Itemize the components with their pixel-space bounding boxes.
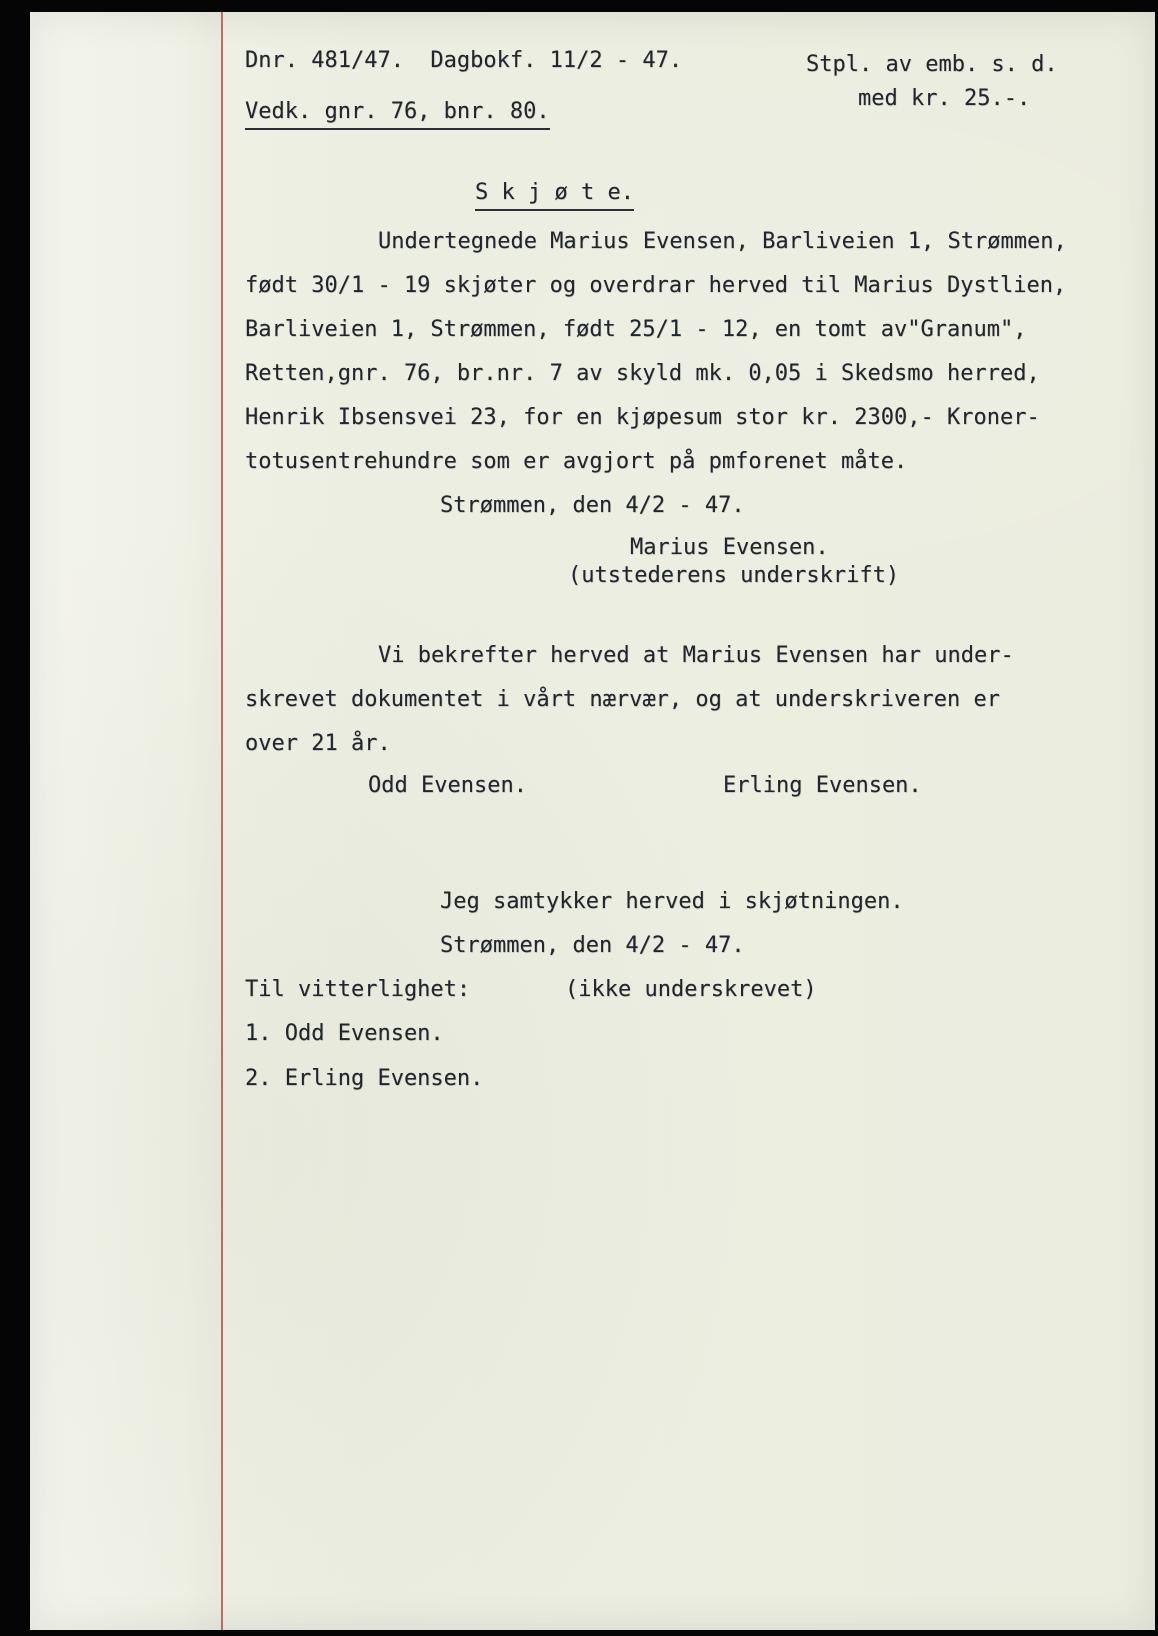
document-line: Jeg samtykker herved i skjøtningen.	[440, 889, 904, 914]
document-line: Retten,gnr. 76, br.nr. 7 av skyld mk. 0,05 i Skedsmo herred,	[245, 361, 1040, 386]
document-line: Undertegnede Marius Evensen, Barliveien 1, Strømmen,	[378, 229, 1067, 254]
document-line: (ikke underskrevet)	[565, 977, 817, 1002]
red-margin-rule	[221, 12, 223, 1630]
document-line: over 21 år.	[245, 731, 391, 756]
document-line: S k j ø t e.	[475, 180, 634, 211]
document-line: Erling Evensen.	[723, 773, 922, 798]
document-line: Odd Evensen.	[368, 773, 527, 798]
document-line: Vedk. gnr. 76, bnr. 80.	[245, 99, 550, 130]
document-line: Til vitterlighet:	[245, 977, 471, 1002]
document-line: Dnr. 481/47. Dagbokf. 11/2 - 47.	[245, 48, 683, 73]
document-line: Strømmen, den 4/2 - 47.	[440, 493, 745, 518]
document-line: 2. Erling Evensen.	[245, 1066, 484, 1091]
document-line: Strømmen, den 4/2 - 47.	[440, 933, 745, 958]
document-line: 1. Odd Evensen.	[245, 1021, 444, 1046]
document-line: med kr. 25.-.	[858, 86, 1031, 111]
document-line: født 30/1 - 19 skjøter og overdrar herved til Marius Dystlien,	[245, 273, 1067, 298]
document-line: Henrik Ibsensvei 23, for en kjøpesum stor kr. 2300,- Kroner-	[245, 405, 1040, 430]
document-line: totusentrehundre som er avgjort på pmforenet måte.	[245, 449, 908, 474]
document-line: Vi bekrefter herved at Marius Evensen har under-	[378, 643, 1014, 668]
document-line: Stpl. av emb. s. d.	[806, 52, 1058, 77]
document-line: Barliveien 1, Strømmen, født 25/1 - 12, en tomt av"Granum",	[245, 317, 1027, 342]
document-line: skrevet dokumentet i vårt nærvær, og at underskriveren er	[245, 687, 1000, 712]
document-line: Marius Evensen.	[630, 535, 829, 560]
document-line: (utstederens underskrift)	[568, 563, 900, 588]
